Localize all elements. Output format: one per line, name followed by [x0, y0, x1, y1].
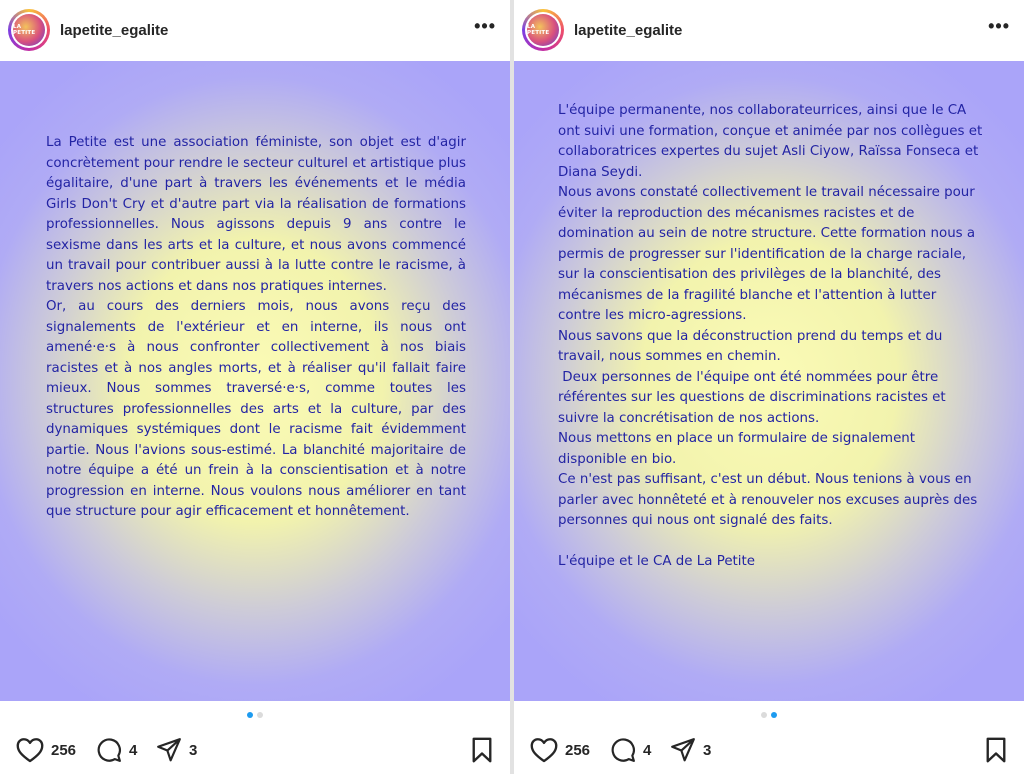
carousel-dot	[257, 712, 263, 718]
comment-count: 4	[129, 741, 138, 759]
more-options-icon[interactable]: •••	[474, 16, 496, 36]
like-button[interactable]	[530, 730, 590, 770]
share-count: 3	[703, 741, 712, 759]
comment-icon	[610, 737, 636, 763]
instagram-post-1	[0, 0, 510, 774]
bookmark-icon	[470, 737, 494, 763]
more-options-icon[interactable]: •••	[988, 16, 1010, 36]
post-paragraph: Nous savons que la déconstruction prend du temps et du travail, nous sommes en chemin.	[558, 328, 943, 364]
carousel-dot	[761, 712, 767, 718]
heart-icon	[16, 737, 44, 763]
share-count: 3	[189, 741, 198, 759]
instagram-post-2	[514, 0, 1024, 774]
post-image	[0, 61, 510, 701]
comment-button[interactable]	[610, 730, 651, 770]
like-count: 256	[51, 741, 77, 759]
post-paragraph: Nous avons constaté collectivement le travail nécessaire pour éviter la reproduction des mécanismes racistes et de domination au sein de notre structure. Cette formation nous a permis de progresser sur l'identification de la charge raciale, sur la conscientisation des privilèges de la blanchité, des mécanismes de la fragilité blanche et l'attention à lutter contre les micro-agressions.	[558, 185, 976, 323]
username[interactable]: lapetite_egalite	[574, 21, 683, 39]
carousel-indicator	[514, 712, 1024, 718]
post-text	[558, 101, 983, 573]
post-header	[0, 0, 510, 60]
share-button[interactable]	[156, 730, 197, 770]
bookmark-icon	[984, 737, 1008, 763]
avatar-image	[13, 14, 45, 46]
avatar[interactable]	[8, 9, 50, 51]
post-paragraph: La Petite est une association féministe, son objet est d'agir concrètement pour rendre le secteur culturel et artistique plus égalitaire, d'une part à travers les événements et le média Girls Don't Cry et d'autre part via la réalisation de formations professionnelles. Nous agissons depuis 9 ans contre le sexisme dans les arts et la culture, et nous avons commencé un travail pour contribuer aussi à la lutte contre le racisme, à travers nos actions et dans nos pratiques internes.	[46, 135, 466, 294]
post-paragraph: Ce n'est pas suffisant, c'est un début. Nous tenions à vous en parler avec honnêteté et à renouveler nos excuses auprès des personnes qui nous ont signalé des faits.	[558, 472, 978, 528]
post-signature: L'équipe et le CA de La Petite	[558, 554, 756, 569]
username[interactable]: lapetite_egalite	[60, 21, 169, 39]
post-paragraph: Nous mettons en place un formulaire de signalement disponible en bio.	[558, 431, 916, 467]
like-button[interactable]	[16, 730, 76, 770]
avatar-image	[527, 14, 559, 46]
blank-line	[558, 532, 983, 553]
carousel-dot-active	[247, 712, 253, 718]
avatar-logo-text: LA PETITE	[13, 24, 36, 36]
share-icon	[670, 737, 696, 763]
post-header	[514, 0, 1024, 60]
avatar[interactable]	[522, 9, 564, 51]
post-paragraph: Deux personnes de l'équipe ont été nommées pour être référentes sur les questions de discriminations racistes et suivre la concrétisation de nos actions.	[558, 369, 950, 426]
action-bar	[514, 730, 1024, 770]
like-count: 256	[565, 741, 591, 759]
avatar-logo-text: LA PETITE	[527, 24, 550, 36]
save-button[interactable]	[470, 730, 494, 770]
avatar-ring	[11, 12, 47, 48]
avatar-ring	[525, 12, 561, 48]
post-paragraph: L'équipe permanente, nos collaborateurrices, ainsi que le CA ont suivi une formation, conçue et animée par nos collègues et collaboratrices expertes du sujet Asli Ciyow, Raïssa Fonseca et Diana Seydi.	[558, 103, 983, 180]
post-paragraph: Or, au cours des derniers mois, nous avons reçu des signalements de l'extérieur et en interne, ils nous ont amené·e·s à nous confronter collectivement à nos biais racistes et à nos angles morts, et à réaliser qu'il fallait faire mieux. Nous sommes traversé·e·s, comme toutes les structures professionnelles des arts et la culture, par des dynamiques systémiques dont le racisme fait évidemment partie. Nous l'avions sous-estimé. La blanchité majoritaire de notre équipe a été un frein à la conscientisation et à notre progression en interne. Nous voulons nous améliorer en tant que structure pour agir efficacement et honnêtement.	[46, 299, 466, 519]
share-icon	[156, 737, 182, 763]
post-text	[46, 133, 466, 523]
action-bar	[0, 730, 510, 770]
share-button[interactable]	[670, 730, 711, 770]
comment-count: 4	[643, 741, 652, 759]
heart-icon	[530, 737, 558, 763]
carousel-indicator	[0, 712, 510, 718]
carousel-dot-active	[771, 712, 777, 718]
save-button[interactable]	[984, 730, 1008, 770]
comment-button[interactable]	[96, 730, 137, 770]
comment-icon	[96, 737, 122, 763]
post-image	[514, 61, 1024, 701]
